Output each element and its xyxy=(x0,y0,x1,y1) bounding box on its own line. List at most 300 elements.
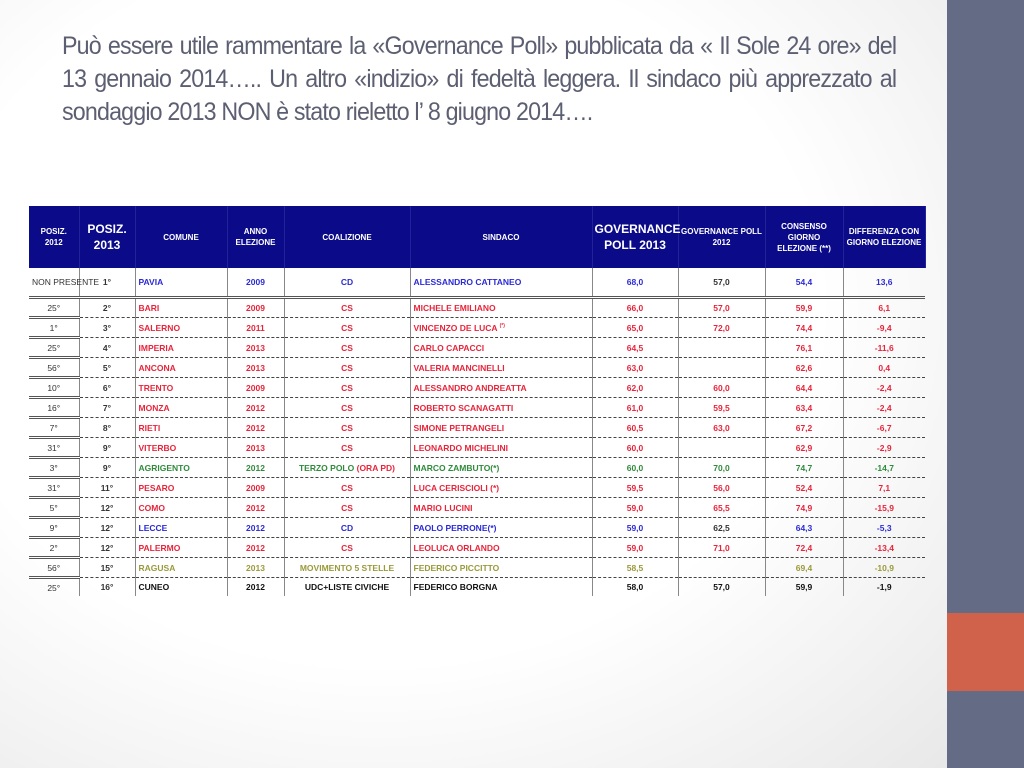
gp2012-value: 62,5 xyxy=(713,522,730,533)
gp2012-value: 56,0 xyxy=(713,482,730,493)
table-row xyxy=(29,358,925,378)
coalizione-value: CS xyxy=(341,442,353,453)
coalizione-value: CS xyxy=(341,402,353,413)
diff-value: -15,9 xyxy=(874,502,894,513)
cell-consenso xyxy=(765,418,843,438)
cell-diff xyxy=(843,438,925,458)
cell-diff xyxy=(843,578,925,597)
diff-value: -2,4 xyxy=(876,382,892,393)
cell-diff xyxy=(843,498,925,518)
table-row xyxy=(29,518,925,538)
gp2012-value: 57,0 xyxy=(713,277,730,287)
cell-anno xyxy=(227,498,284,518)
table-row xyxy=(29,498,925,518)
coalizione-value: CS xyxy=(341,322,353,333)
consenso-value: 62,9 xyxy=(795,442,813,453)
cell-anno xyxy=(227,318,284,338)
anno-value: 2009 xyxy=(246,303,265,313)
coalizione-value: CS xyxy=(341,303,353,313)
gp2013-value: 60,5 xyxy=(626,422,644,433)
comune-value: PESARO xyxy=(138,482,175,493)
cell-sindaco xyxy=(410,378,592,398)
cell-consenso xyxy=(765,378,843,398)
consenso-value: 74,9 xyxy=(795,502,813,513)
pos2013-value: 16° xyxy=(100,582,114,592)
gp2013-value: 59,0 xyxy=(626,522,644,533)
cell-gp2013 xyxy=(592,378,678,398)
coalizione-value: CS xyxy=(341,362,353,373)
footnote-marker: (*) xyxy=(499,322,505,329)
gp2013-value: 66,0 xyxy=(626,303,644,313)
cell-gp2013 xyxy=(592,438,678,458)
comune-value: SALERNO xyxy=(138,322,181,333)
anno-value: 2012 xyxy=(246,542,265,553)
comune-value: ANCONA xyxy=(138,362,176,373)
cell-pos2013 xyxy=(79,438,135,458)
cell-anno xyxy=(227,338,284,358)
pos2012-value: 5° xyxy=(49,502,58,513)
diff-value: -2,4 xyxy=(876,402,892,413)
diff-value: -9,4 xyxy=(876,322,892,333)
coalizione-value: TERZO POLO xyxy=(298,462,355,473)
cell-gp2012 xyxy=(678,478,765,498)
cell-consenso xyxy=(765,438,843,458)
cell-gp2012 xyxy=(678,338,765,358)
cell-coalizione xyxy=(284,538,410,558)
cell-diff xyxy=(843,458,925,478)
consenso-value: 69,4 xyxy=(795,562,813,573)
cell-sindaco xyxy=(410,518,592,538)
gp2012-value: 60,0 xyxy=(713,382,730,393)
cell-diff xyxy=(843,558,925,578)
table-row xyxy=(29,558,925,578)
pos2012-value: 25° xyxy=(47,582,61,593)
anno-value: 2012 xyxy=(246,422,265,433)
consenso-value: 54,4 xyxy=(795,277,813,287)
slide-title: Può essere utile rammentare la «Governance Poll» pubblicata da « Il Sole 24 ore» del 13 gennaio 2014….. Un altro «indizio» di fedeltà leggera. Il sindaco più apprezzato al sondaggio 2013 NON è stato rieletto l’ 8 giugno 2014…. xyxy=(62,32,897,126)
cell-sindaco xyxy=(410,358,592,378)
sindaco-value: CARLO CAPACCI xyxy=(413,342,485,353)
sindaco-value: MARIO LUCINI xyxy=(413,502,473,513)
diff-value: -11,6 xyxy=(874,342,894,353)
cell-gp2013 xyxy=(592,498,678,518)
anno-value: 2012 xyxy=(246,462,265,473)
table-row xyxy=(29,298,925,318)
pos2013-value: 7° xyxy=(102,402,112,413)
gp2013-value: 62,0 xyxy=(626,382,644,393)
cell-consenso xyxy=(765,298,843,318)
sindaco-value: FEDERICO PICCITTO xyxy=(413,562,500,573)
cell-comune xyxy=(135,418,227,438)
gp2012-value: 72,0 xyxy=(713,322,730,333)
cell-coalizione xyxy=(284,318,410,338)
comune-value: COMO xyxy=(138,502,165,513)
pos2013-value: 12° xyxy=(100,542,114,553)
right-accent-block xyxy=(947,613,1024,691)
comune-value: PAVIA xyxy=(138,277,164,287)
anno-value: 2013 xyxy=(246,562,265,573)
cell-diff xyxy=(843,518,925,538)
cell-anno xyxy=(227,418,284,438)
cell-anno xyxy=(227,438,284,458)
comune-value: IMPERIA xyxy=(138,342,174,353)
pos2012-value: 56° xyxy=(47,562,61,573)
cell-comune xyxy=(135,298,227,318)
consenso-value: 74,7 xyxy=(795,462,813,473)
cell-pos2013 xyxy=(79,378,135,398)
diff-value: 6,1 xyxy=(878,303,891,313)
consenso-value: 52,4 xyxy=(795,482,813,493)
anno-value: 2009 xyxy=(246,482,265,493)
cell-gp2012 xyxy=(678,538,765,558)
consenso-value: 67,2 xyxy=(795,422,813,433)
pos2012-value: 31° xyxy=(47,482,61,493)
comune-value: MONZA xyxy=(138,402,170,413)
cell-comune xyxy=(135,358,227,378)
header-consenso-giorno-elezione: CONSENSO GIORNO ELEZIONE (**) xyxy=(765,206,843,268)
gp2013-value: 59,5 xyxy=(626,482,644,493)
pos2013-value: 6° xyxy=(102,382,112,393)
gp2012-value: 57,0 xyxy=(713,303,730,313)
pos2012-value: 25° xyxy=(47,342,61,353)
cell-gp2012 xyxy=(678,458,765,478)
coalizione-value: UDC+LISTE CIVICHE xyxy=(304,582,390,592)
header-posiz-2012: POSIZ. 2012 xyxy=(29,206,79,268)
pos2013-value: 2° xyxy=(102,303,112,313)
cell-comune xyxy=(135,338,227,358)
consenso-value: 59,9 xyxy=(795,303,813,313)
table-row xyxy=(29,398,925,418)
cell-consenso xyxy=(765,578,843,597)
cell-comune xyxy=(135,498,227,518)
coalizione-value: MOVIMENTO 5 STELLE xyxy=(299,562,395,573)
gp2013-value: 60,0 xyxy=(626,462,644,473)
coalizione-value: CS xyxy=(341,422,353,433)
cell-diff xyxy=(843,338,925,358)
pos2013-value: 15° xyxy=(100,562,114,573)
cell-pos2012 xyxy=(29,538,79,558)
cell-diff xyxy=(843,378,925,398)
table-row xyxy=(29,478,925,498)
cell-comune xyxy=(135,558,227,578)
cell-comune xyxy=(135,478,227,498)
cell-pos2013 xyxy=(79,458,135,478)
table-row xyxy=(29,318,925,338)
governance-poll-table xyxy=(29,206,926,596)
anno-value: 2013 xyxy=(246,362,265,373)
cell-anno xyxy=(227,578,284,597)
header-coalizione: COALIZIONE xyxy=(284,206,410,268)
cell-sindaco xyxy=(410,578,592,597)
cell-gp2012 xyxy=(678,558,765,578)
cell-pos2013 xyxy=(79,358,135,378)
pos2012-value: 31° xyxy=(47,442,61,453)
comune-value: BARI xyxy=(138,303,160,313)
cell-coalizione xyxy=(284,338,410,358)
header-posiz-2013: POSIZ. 2013 xyxy=(79,206,135,268)
table-row xyxy=(29,458,925,478)
diff-value: -2,9 xyxy=(876,442,892,453)
cell-gp2012 xyxy=(678,318,765,338)
cell-consenso xyxy=(765,498,843,518)
pos2012-value: NON PRESENTE xyxy=(32,277,100,287)
cell-coalizione xyxy=(284,398,410,418)
cell-sindaco xyxy=(410,538,592,558)
cell-comune xyxy=(135,318,227,338)
pos2013-value: 8° xyxy=(102,422,112,433)
cell-gp2013 xyxy=(592,578,678,597)
pos2013-value: 9° xyxy=(102,462,112,473)
consenso-value: 72,4 xyxy=(795,542,813,553)
cell-anno xyxy=(227,478,284,498)
coalizione-note: (ORA PD) xyxy=(356,462,396,473)
cell-pos2013 xyxy=(79,518,135,538)
table-row xyxy=(29,538,925,558)
pos2013-value: 4° xyxy=(102,342,112,353)
pos2012-value: 7° xyxy=(49,422,58,433)
cell-gp2012 xyxy=(678,378,765,398)
diff-value: -14,7 xyxy=(874,462,894,473)
cell-coalizione xyxy=(284,268,410,298)
table-row xyxy=(29,268,925,298)
cell-gp2013 xyxy=(592,518,678,538)
gp2013-value: 61,0 xyxy=(626,402,644,413)
diff-value: -13,4 xyxy=(874,542,894,553)
table-body xyxy=(29,268,925,596)
cell-gp2012 xyxy=(678,268,765,298)
cell-consenso xyxy=(765,398,843,418)
cell-gp2012 xyxy=(678,518,765,538)
cell-pos2012 xyxy=(29,458,79,478)
cell-anno xyxy=(227,378,284,398)
sindaco-value: FEDERICO BORGNA xyxy=(413,582,498,592)
diff-value: 0,4 xyxy=(878,362,891,373)
gp2012-value: 65,5 xyxy=(713,502,730,513)
pos2012-value: 1° xyxy=(49,322,58,333)
cell-coalizione xyxy=(284,498,410,518)
header-anno-elezione: ANNO ELEZIONE xyxy=(227,206,284,268)
sindaco-value: SIMONE PETRANGELI xyxy=(413,422,505,433)
cell-pos2013 xyxy=(79,398,135,418)
cell-sindaco xyxy=(410,268,592,298)
cell-pos2012 xyxy=(29,478,79,498)
cell-anno xyxy=(227,538,284,558)
cell-coalizione xyxy=(284,458,410,478)
pos2012-value: 16° xyxy=(47,402,61,413)
gp2013-value: 64,5 xyxy=(626,342,644,353)
cell-pos2012 xyxy=(29,558,79,578)
pos2013-value: 12° xyxy=(100,522,114,533)
sindaco-value: VALERIA MANCINELLI xyxy=(413,362,505,373)
cell-pos2013 xyxy=(79,498,135,518)
comune-value: RIETI xyxy=(138,422,161,433)
cell-anno xyxy=(227,558,284,578)
cell-coalizione xyxy=(284,378,410,398)
cell-sindaco xyxy=(410,478,592,498)
consenso-value: 76,1 xyxy=(795,342,813,353)
table-row xyxy=(29,418,925,438)
cell-gp2012 xyxy=(678,498,765,518)
comune-value: VITERBO xyxy=(138,442,177,453)
cell-sindaco xyxy=(410,418,592,438)
coalizione-value: CS xyxy=(341,342,353,353)
header-governance-poll-2012: GOVERNANCE POLL 2012 xyxy=(678,206,765,268)
cell-consenso xyxy=(765,458,843,478)
sindaco-value: LEOLUCA ORLANDO xyxy=(413,542,500,553)
cell-gp2013 xyxy=(592,538,678,558)
comune-value: LECCE xyxy=(138,522,168,533)
anno-value: 2012 xyxy=(246,522,265,533)
cell-pos2012 xyxy=(29,578,79,597)
cell-comune xyxy=(135,518,227,538)
anno-value: 2013 xyxy=(246,442,265,453)
cell-pos2012 xyxy=(29,518,79,538)
cell-gp2012 xyxy=(678,398,765,418)
cell-pos2012 xyxy=(29,268,100,298)
coalizione-value: CS xyxy=(341,382,353,393)
cell-coalizione xyxy=(284,438,410,458)
anno-value: 2013 xyxy=(246,342,265,353)
cell-coalizione xyxy=(284,478,410,498)
cell-gp2013 xyxy=(592,418,678,438)
cell-coalizione xyxy=(284,418,410,438)
cell-diff xyxy=(843,538,925,558)
cell-sindaco xyxy=(410,498,592,518)
cell-comune xyxy=(135,398,227,418)
anno-value: 2012 xyxy=(246,582,265,592)
cell-pos2012 xyxy=(29,398,79,418)
pos2013-value: 12° xyxy=(100,502,114,513)
cell-pos2012 xyxy=(29,298,79,318)
pos2012-value: 9° xyxy=(49,522,58,533)
anno-value: 2009 xyxy=(246,382,265,393)
consenso-value: 64,4 xyxy=(795,382,813,393)
cell-gp2013 xyxy=(592,478,678,498)
gp2013-value: 58,5 xyxy=(626,562,644,573)
sindaco-value: ALESSANDRO ANDREATTA xyxy=(413,382,527,393)
table-header-row xyxy=(29,206,925,268)
sindaco-value: PAOLO PERRONE(*) xyxy=(413,522,497,533)
cell-anno xyxy=(227,518,284,538)
cell-pos2013 xyxy=(79,318,135,338)
cell-pos2013 xyxy=(79,558,135,578)
cell-anno xyxy=(227,458,284,478)
sindaco-value: VINCENZO DE LUCA xyxy=(413,322,498,333)
table-row xyxy=(29,338,925,358)
table-row xyxy=(29,378,925,398)
cell-gp2013 xyxy=(592,298,678,318)
sindaco-value: ROBERTO SCANAGATTI xyxy=(413,402,514,413)
pos2013-value: 1° xyxy=(102,277,112,287)
cell-coalizione xyxy=(284,578,410,597)
cell-pos2012 xyxy=(29,498,79,518)
cell-gp2013 xyxy=(592,458,678,478)
cell-gp2013 xyxy=(592,558,678,578)
cell-gp2012 xyxy=(678,298,765,318)
pos2012-value: 56° xyxy=(47,362,61,373)
cell-gp2013 xyxy=(592,268,678,298)
comune-value: CUNEO xyxy=(138,582,170,592)
cell-comune xyxy=(135,268,227,298)
pos2013-value: 5° xyxy=(102,362,112,373)
cell-gp2013 xyxy=(592,398,678,418)
coalizione-value: CD xyxy=(340,522,354,533)
gp2013-value: 58,0 xyxy=(626,582,644,592)
gp2012-value: 63,0 xyxy=(713,422,730,433)
cell-comune xyxy=(135,458,227,478)
pos2013-value: 3° xyxy=(102,322,112,333)
cell-coalizione xyxy=(284,558,410,578)
comune-value: TRENTO xyxy=(138,382,174,393)
sindaco-value: LEONARDO MICHELINI xyxy=(413,442,508,453)
cell-gp2013 xyxy=(592,358,678,378)
cell-consenso xyxy=(765,358,843,378)
cell-pos2012 xyxy=(29,358,79,378)
cell-sindaco xyxy=(410,338,592,358)
cell-pos2012 xyxy=(29,338,79,358)
cell-sindaco xyxy=(410,398,592,418)
cell-pos2012 xyxy=(29,318,79,338)
pos2012-value: 3° xyxy=(49,462,58,473)
cell-gp2012 xyxy=(678,438,765,458)
consenso-value: 59,9 xyxy=(795,582,813,592)
pos2013-value: 11° xyxy=(100,482,114,493)
pos2013-value: 9° xyxy=(102,442,112,453)
diff-value: -6,7 xyxy=(876,422,892,433)
sindaco-value: MICHELE EMILIANO xyxy=(413,303,496,313)
diff-value: -10,9 xyxy=(874,562,894,573)
header-comune: COMUNE xyxy=(135,206,227,268)
cell-pos2013 xyxy=(79,578,135,597)
cell-consenso xyxy=(765,338,843,358)
cell-coalizione xyxy=(284,298,410,318)
pos2012-value: 2° xyxy=(49,542,58,553)
cell-pos2012 xyxy=(29,438,79,458)
cell-diff xyxy=(843,418,925,438)
cell-sindaco xyxy=(410,298,592,318)
header-sindaco: SINDACO xyxy=(410,206,592,268)
diff-value: 7,1 xyxy=(878,482,891,493)
consenso-value: 74,4 xyxy=(795,322,813,333)
diff-value: 13,6 xyxy=(875,277,893,287)
cell-sindaco xyxy=(410,558,592,578)
cell-consenso xyxy=(765,268,843,298)
cell-diff xyxy=(843,318,925,338)
pos2012-value: 25° xyxy=(47,302,61,313)
gp2013-value: 60,0 xyxy=(626,442,644,453)
cell-pos2012 xyxy=(29,418,79,438)
cell-anno xyxy=(227,358,284,378)
cell-consenso xyxy=(765,478,843,498)
coalizione-value: CS xyxy=(341,482,353,493)
cell-sindaco xyxy=(410,458,592,478)
cell-gp2013 xyxy=(592,318,678,338)
gp2013-value: 59,0 xyxy=(626,502,644,513)
anno-value: 2012 xyxy=(246,402,265,413)
cell-consenso xyxy=(765,538,843,558)
gp2013-value: 68,0 xyxy=(626,277,644,287)
gp2012-value: 70,0 xyxy=(713,462,730,473)
cell-comune xyxy=(135,438,227,458)
cell-pos2013 xyxy=(79,418,135,438)
sindaco-value: MARCO ZAMBUTO(*) xyxy=(413,462,500,473)
cell-gp2012 xyxy=(678,358,765,378)
cell-consenso xyxy=(765,518,843,538)
coalizione-value: CD xyxy=(340,277,354,287)
sindaco-value: ALESSANDRO CATTANEO xyxy=(413,277,522,287)
cell-pos2012 xyxy=(29,378,79,398)
cell-sindaco xyxy=(410,318,592,338)
